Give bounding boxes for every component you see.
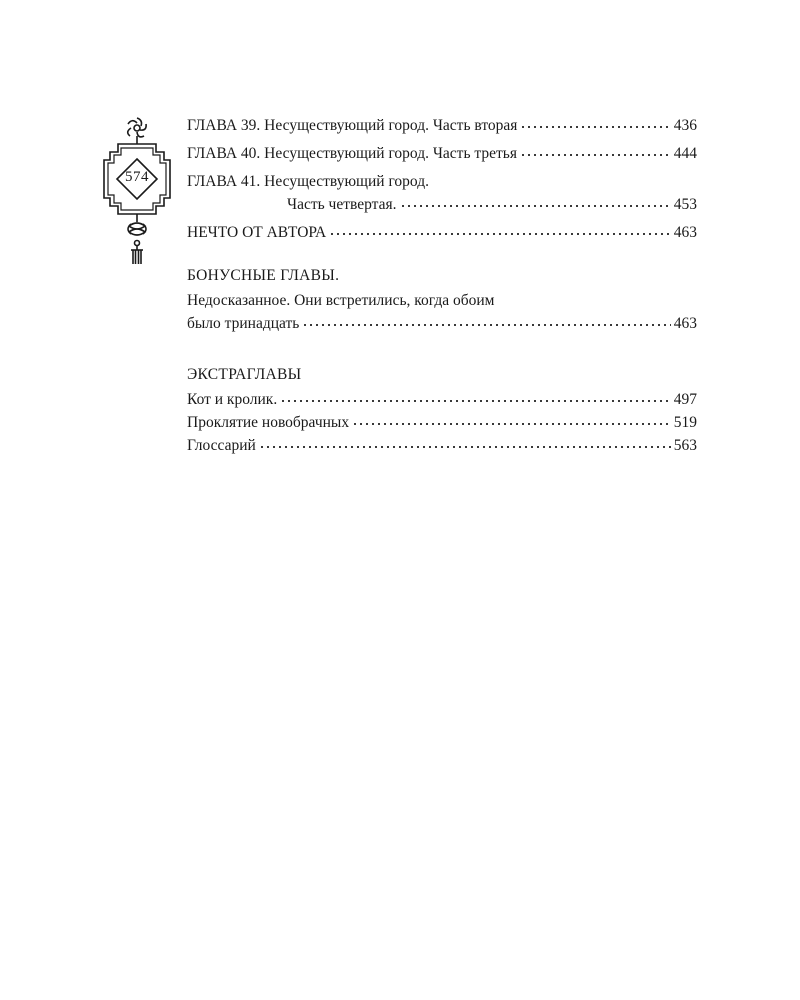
dot-leader xyxy=(520,153,671,157)
toc-entry-title: Глоссарий xyxy=(187,437,256,454)
page-number-ornament xyxy=(98,114,176,266)
page-number: 574 xyxy=(125,169,149,185)
toc-entry-extra-1 xyxy=(187,388,697,411)
toc-entry-ch41 xyxy=(187,193,697,216)
toc-entry-page: 453 xyxy=(673,196,697,213)
section-heading-extra: ЭКСТРАГЛАВЫ xyxy=(187,366,302,383)
dot-leader xyxy=(259,445,671,449)
toc-entry-page: 563 xyxy=(673,437,697,454)
knot-pendant-icon xyxy=(98,114,176,266)
toc-entry-title: ГЛАВА 40. Несуществующий город. Часть третья xyxy=(187,145,517,162)
toc-entry-extra-2 xyxy=(187,411,697,434)
dot-leader xyxy=(352,422,671,426)
toc-entry-title: НЕЧТО ОТ АВТОРА xyxy=(187,224,327,241)
dot-leader xyxy=(280,399,671,403)
toc-entry-title: ГЛАВА 39. Несуществующий город. Часть вторая xyxy=(187,117,518,134)
toc-entry-page: 497 xyxy=(673,391,697,408)
toc-entry-title: Проклятие новобрачных xyxy=(187,414,350,431)
toc-entry-page: 436 xyxy=(673,117,697,134)
toc-entry-extra-3 xyxy=(187,434,697,457)
toc-entry-bonus xyxy=(187,312,697,335)
dot-leader xyxy=(400,204,671,208)
toc-entry-author xyxy=(187,221,697,244)
toc-entry-page: 463 xyxy=(673,315,697,332)
toc-entry-title: Кот и кролик. xyxy=(187,391,278,408)
toc-entry-ch39 xyxy=(187,114,697,137)
section-heading-bonus: БОНУСНЫЕ ГЛАВЫ. xyxy=(187,267,340,284)
toc-entry-page: 519 xyxy=(673,414,697,431)
dot-leader xyxy=(329,232,671,236)
dot-leader xyxy=(520,125,670,129)
toc-entry-page: 463 xyxy=(673,224,697,241)
toc-entry-title: Часть четвертая. xyxy=(287,196,397,213)
toc-entry-ch40 xyxy=(187,142,697,165)
toc-entry-page: 444 xyxy=(673,145,697,162)
toc-entry-ch41-line1: ГЛАВА 41. Несуществующий город. xyxy=(187,173,429,190)
table-of-contents xyxy=(187,114,697,457)
toc-entry-title: было тринадцать xyxy=(187,315,300,332)
toc-entry-bonus-line1: Недосказанное. Они встретились, когда обоим xyxy=(187,292,495,309)
dot-leader xyxy=(302,323,670,327)
